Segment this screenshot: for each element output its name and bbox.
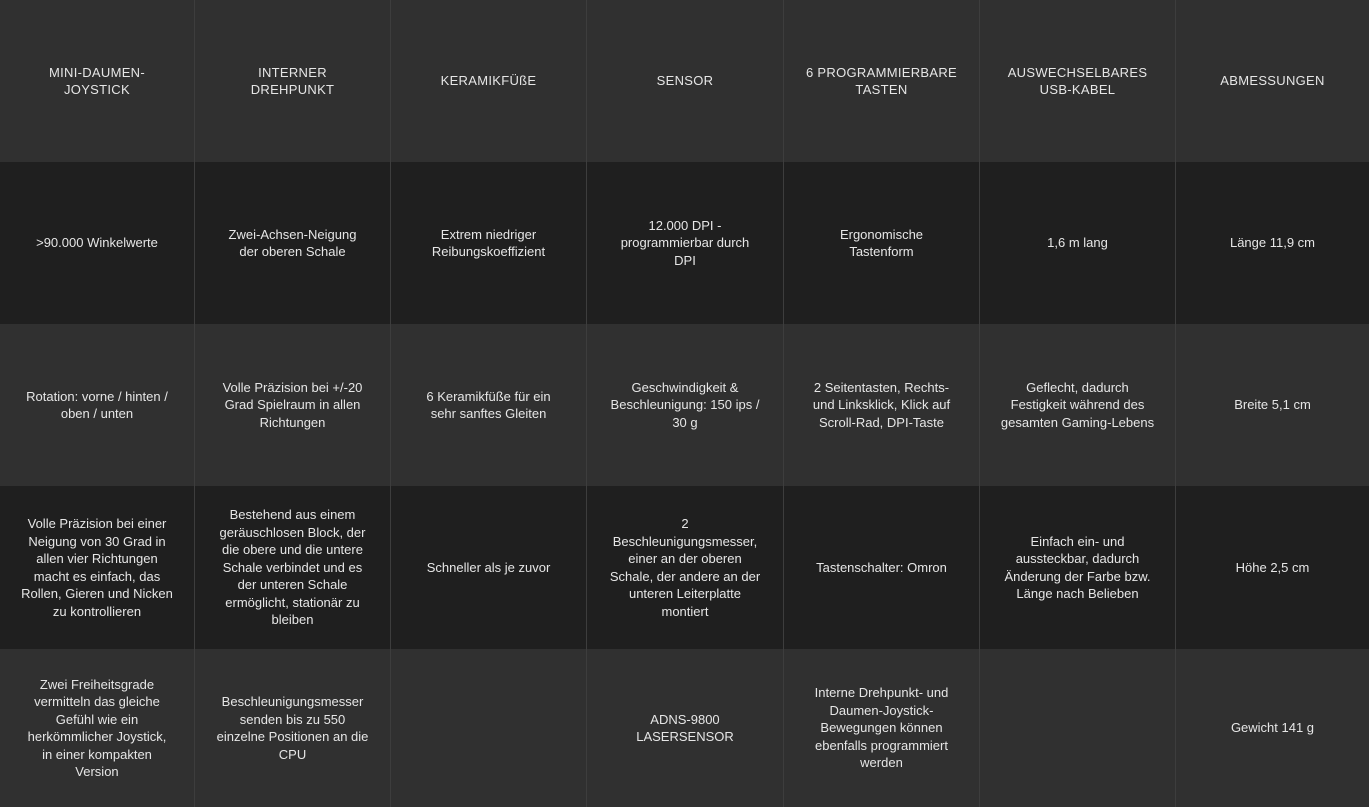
table-cell: Extrem niedriger Reibungskoeffizient <box>391 162 587 324</box>
table-cell: Tastenschalter: Omron <box>784 486 980 649</box>
table-cell <box>391 649 587 807</box>
table-cell: Bestehend aus einem geräuschlosen Block, der die obere und die untere Schale verbindet und es der unteren Schale ermöglicht, stationär zu bleiben <box>195 486 391 649</box>
table-cell: >90.000 Winkelwerte <box>0 162 195 324</box>
table-cell: Zwei-Achsen-Neigung der oberen Schale <box>195 162 391 324</box>
table-cell: 2 Seitentasten, Rechts- und Linksklick, Klick auf Scroll-Rad, DPI-Taste <box>784 324 980 486</box>
table-cell: Interne Drehpunkt- und Daumen-Joystick- Bewegungen können ebenfalls programmiert werden <box>784 649 980 807</box>
header-cell-pivot: INTERNER DREHPUNKT <box>195 0 391 162</box>
table-cell: 6 Keramikfüße für ein sehr sanftes Gleiten <box>391 324 587 486</box>
table-cell: Geflecht, dadurch Festigkeit während des gesamten Gaming-Lebens <box>980 324 1176 486</box>
table-cell: 12.000 DPI - programmierbar durch DPI <box>587 162 784 324</box>
table-cell: Ergonomische Tastenform <box>784 162 980 324</box>
table-cell: 1,6 m lang <box>980 162 1176 324</box>
table-cell: Schneller als je zuvor <box>391 486 587 649</box>
header-cell-joystick: MINI-DAUMEN- JOYSTICK <box>0 0 195 162</box>
table-cell: 2 Beschleunigungsmesser, einer an der oberen Schale, der andere an der unteren Leiterplatte montiert <box>587 486 784 649</box>
table-cell: Breite 5,1 cm <box>1176 324 1369 486</box>
table-cell: Zwei Freiheitsgrade vermitteln das gleiche Gefühl wie ein herkömmlicher Joystick, in einer kompakten Version <box>0 649 195 807</box>
table-cell: Geschwindigkeit & Beschleunigung: 150 ips / 30 g <box>587 324 784 486</box>
table-cell: Gewicht 141 g <box>1176 649 1369 807</box>
table-cell: Rotation: vorne / hinten / oben / unten <box>0 324 195 486</box>
header-cell-buttons: 6 PROGRAMMIERBARE TASTEN <box>784 0 980 162</box>
header-cell-usb-cable: AUSWECHSELBARES USB-KABEL <box>980 0 1176 162</box>
table-cell: Volle Präzision bei +/-20 Grad Spielraum in allen Richtungen <box>195 324 391 486</box>
header-cell-dimensions: ABMESSUNGEN <box>1176 0 1369 162</box>
table-cell: Einfach ein- und aussteckbar, dadurch Änderung der Farbe bzw. Länge nach Belieben <box>980 486 1176 649</box>
table-cell: Beschleunigungsmesser senden bis zu 550 einzelne Positionen an die CPU <box>195 649 391 807</box>
table-cell: Länge 11,9 cm <box>1176 162 1369 324</box>
header-cell-ceramic-feet: KERAMIKFÜßE <box>391 0 587 162</box>
table-cell: Volle Präzision bei einer Neigung von 30 Grad in allen vier Richtungen macht es einfach, das Rollen, Gieren und Nicken zu kontrollieren <box>0 486 195 649</box>
table-cell: ADNS-9800 LASERSENSOR <box>587 649 784 807</box>
table-cell: Höhe 2,5 cm <box>1176 486 1369 649</box>
header-cell-sensor: SENSOR <box>587 0 784 162</box>
table-cell <box>980 649 1176 807</box>
